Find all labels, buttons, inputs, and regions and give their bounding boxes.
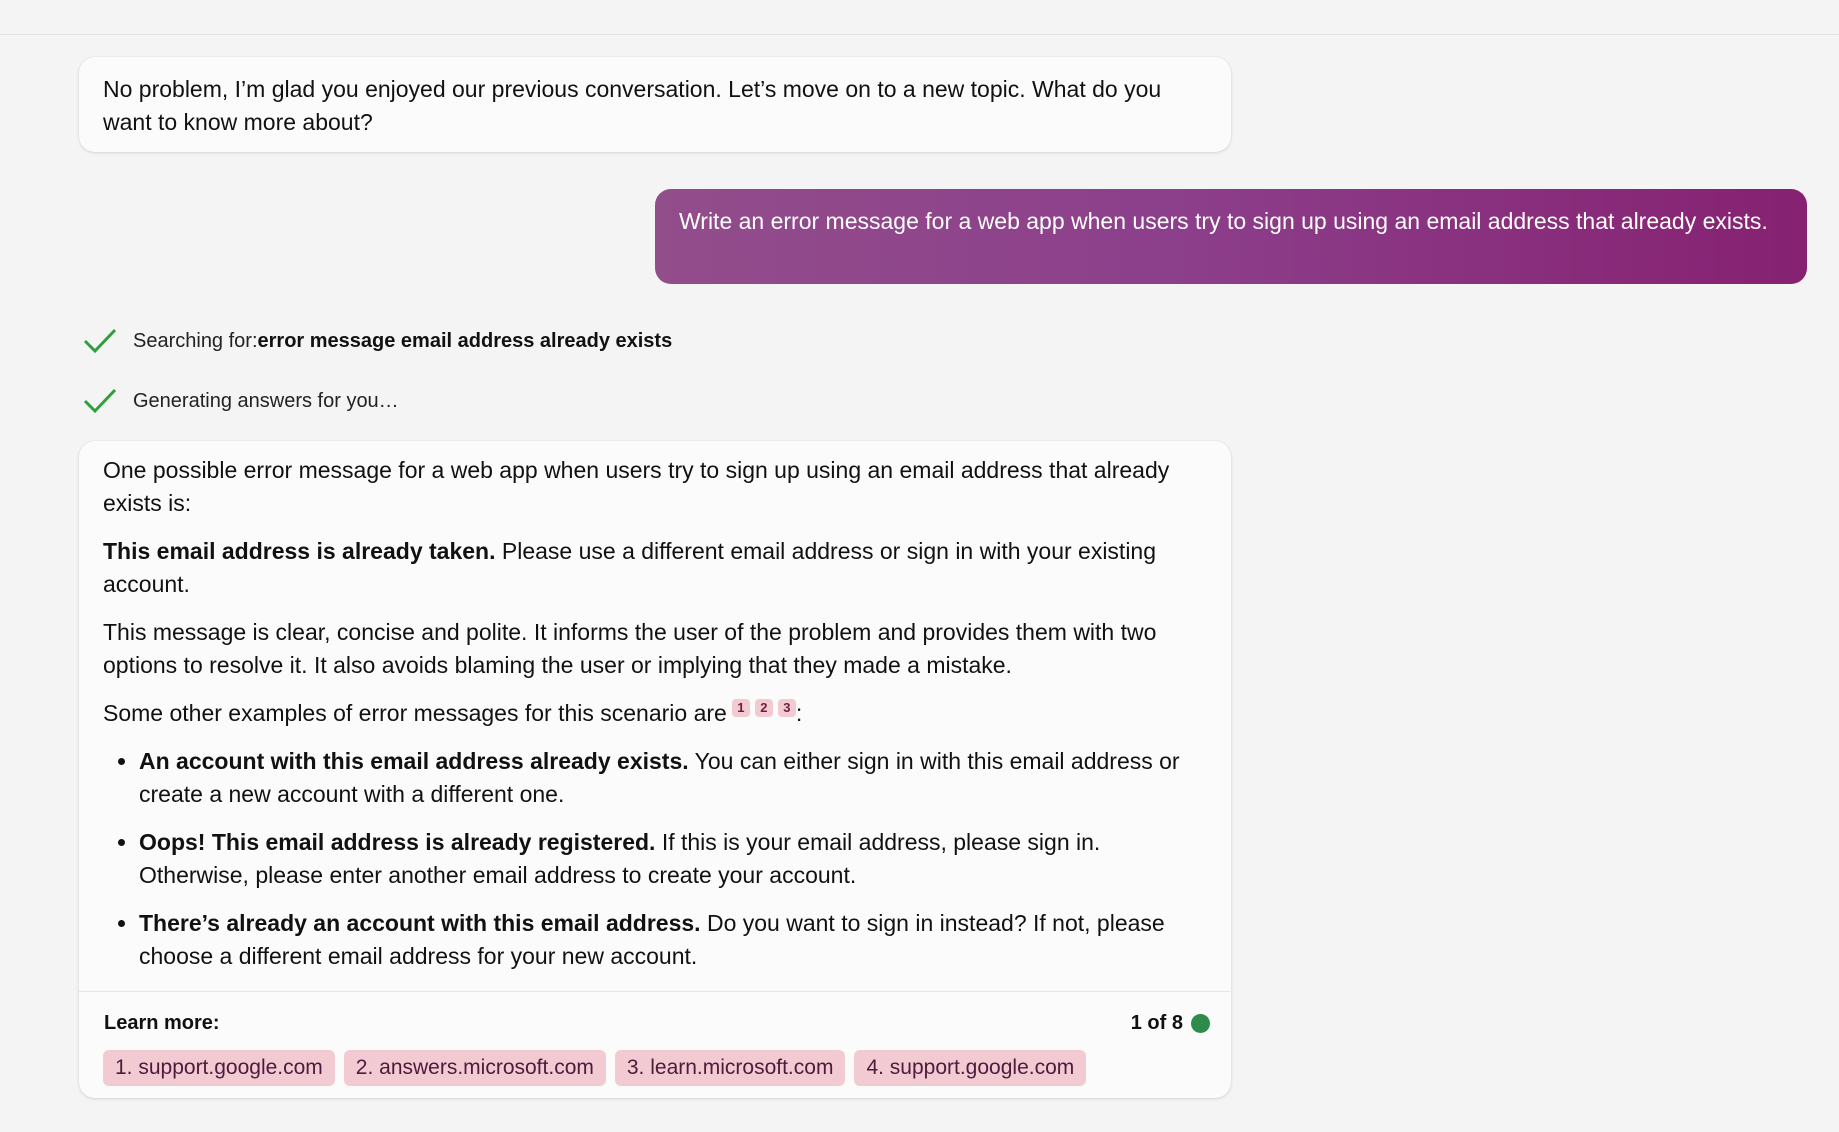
status-dot-icon bbox=[1191, 1014, 1210, 1033]
learn-more-link-2[interactable]: 2. answers.microsoft.com bbox=[344, 1050, 606, 1086]
list-item bbox=[139, 826, 1207, 892]
bot-message-text: No problem, I’m glad you enjoyed our previous conversation. Let’s move on to a new topic. What do you want to know more about? bbox=[103, 76, 1162, 135]
learn-more-label: Learn more: bbox=[104, 1012, 220, 1034]
list-item-bold: Oops! This email address is already registered. bbox=[139, 829, 656, 855]
bot-answer-card bbox=[79, 441, 1231, 1098]
answer-example bbox=[103, 535, 1207, 601]
status-searching-label: Searching for: bbox=[133, 329, 258, 352]
learn-more-link-3[interactable]: 3. learn.microsoft.com bbox=[615, 1050, 846, 1086]
answer-example-bold: This email address is already taken. bbox=[103, 538, 496, 564]
response-counter-text: 1 of 8 bbox=[1130, 1012, 1183, 1034]
learn-more-link-4[interactable]: 4. support.google.com bbox=[854, 1050, 1086, 1086]
list-item-text: You can either sign in with this email address or create a new account with a different one. bbox=[139, 748, 1180, 807]
learn-more-footer bbox=[79, 991, 1231, 1098]
checkmark-icon bbox=[82, 326, 118, 356]
answer-example-rest: Please use a different email address or sign in with your existing account. bbox=[103, 538, 1157, 597]
others-intro-end: : bbox=[795, 700, 803, 726]
list-item bbox=[139, 907, 1207, 973]
learn-more-links bbox=[103, 1050, 1095, 1086]
citation-3[interactable]: 3 bbox=[778, 699, 796, 717]
learn-more-link-1[interactable]: 1. support.google.com bbox=[103, 1050, 335, 1086]
list-item-bold: An account with this email address already exists. bbox=[139, 748, 689, 774]
examples-list bbox=[103, 745, 1207, 973]
status-generating bbox=[82, 386, 399, 416]
user-message bbox=[655, 189, 1807, 284]
top-bar bbox=[0, 0, 1839, 35]
user-message-text: Write an error message for a web app when users try to sign up using an email address that already exists. bbox=[679, 208, 1768, 234]
list-item bbox=[139, 745, 1207, 811]
answer-intro: One possible error message for a web app when users try to sign up using an email address that already exists is: bbox=[103, 457, 1170, 516]
response-counter bbox=[1131, 1012, 1210, 1035]
citation-2[interactable]: 2 bbox=[755, 699, 773, 717]
others-intro-text: Some other examples of error messages for this scenario are bbox=[103, 700, 727, 726]
status-searching-query: error message email address already exists bbox=[257, 329, 673, 352]
citation-1[interactable]: 1 bbox=[732, 699, 750, 717]
status-searching bbox=[82, 326, 672, 356]
status-generating-text: Generating answers for you… bbox=[133, 389, 399, 412]
answer-others-intro bbox=[103, 697, 1207, 730]
list-item-bold: There’s already an account with this email address. bbox=[139, 910, 701, 936]
bot-message-intro bbox=[79, 57, 1231, 152]
list-item-text: Do you want to sign in instead? If not, please choose a different email address for your new account. bbox=[139, 910, 1165, 969]
checkmark-icon bbox=[82, 386, 118, 416]
answer-explanation: This message is clear, concise and polite. It informs the user of the problem and provides them with two options to resolve it. It also avoids blaming the user or implying that they made a mistake. bbox=[103, 619, 1157, 678]
list-item-text: If this is your email address, please sign in. Otherwise, please enter another email address to create your account. bbox=[139, 829, 1101, 888]
